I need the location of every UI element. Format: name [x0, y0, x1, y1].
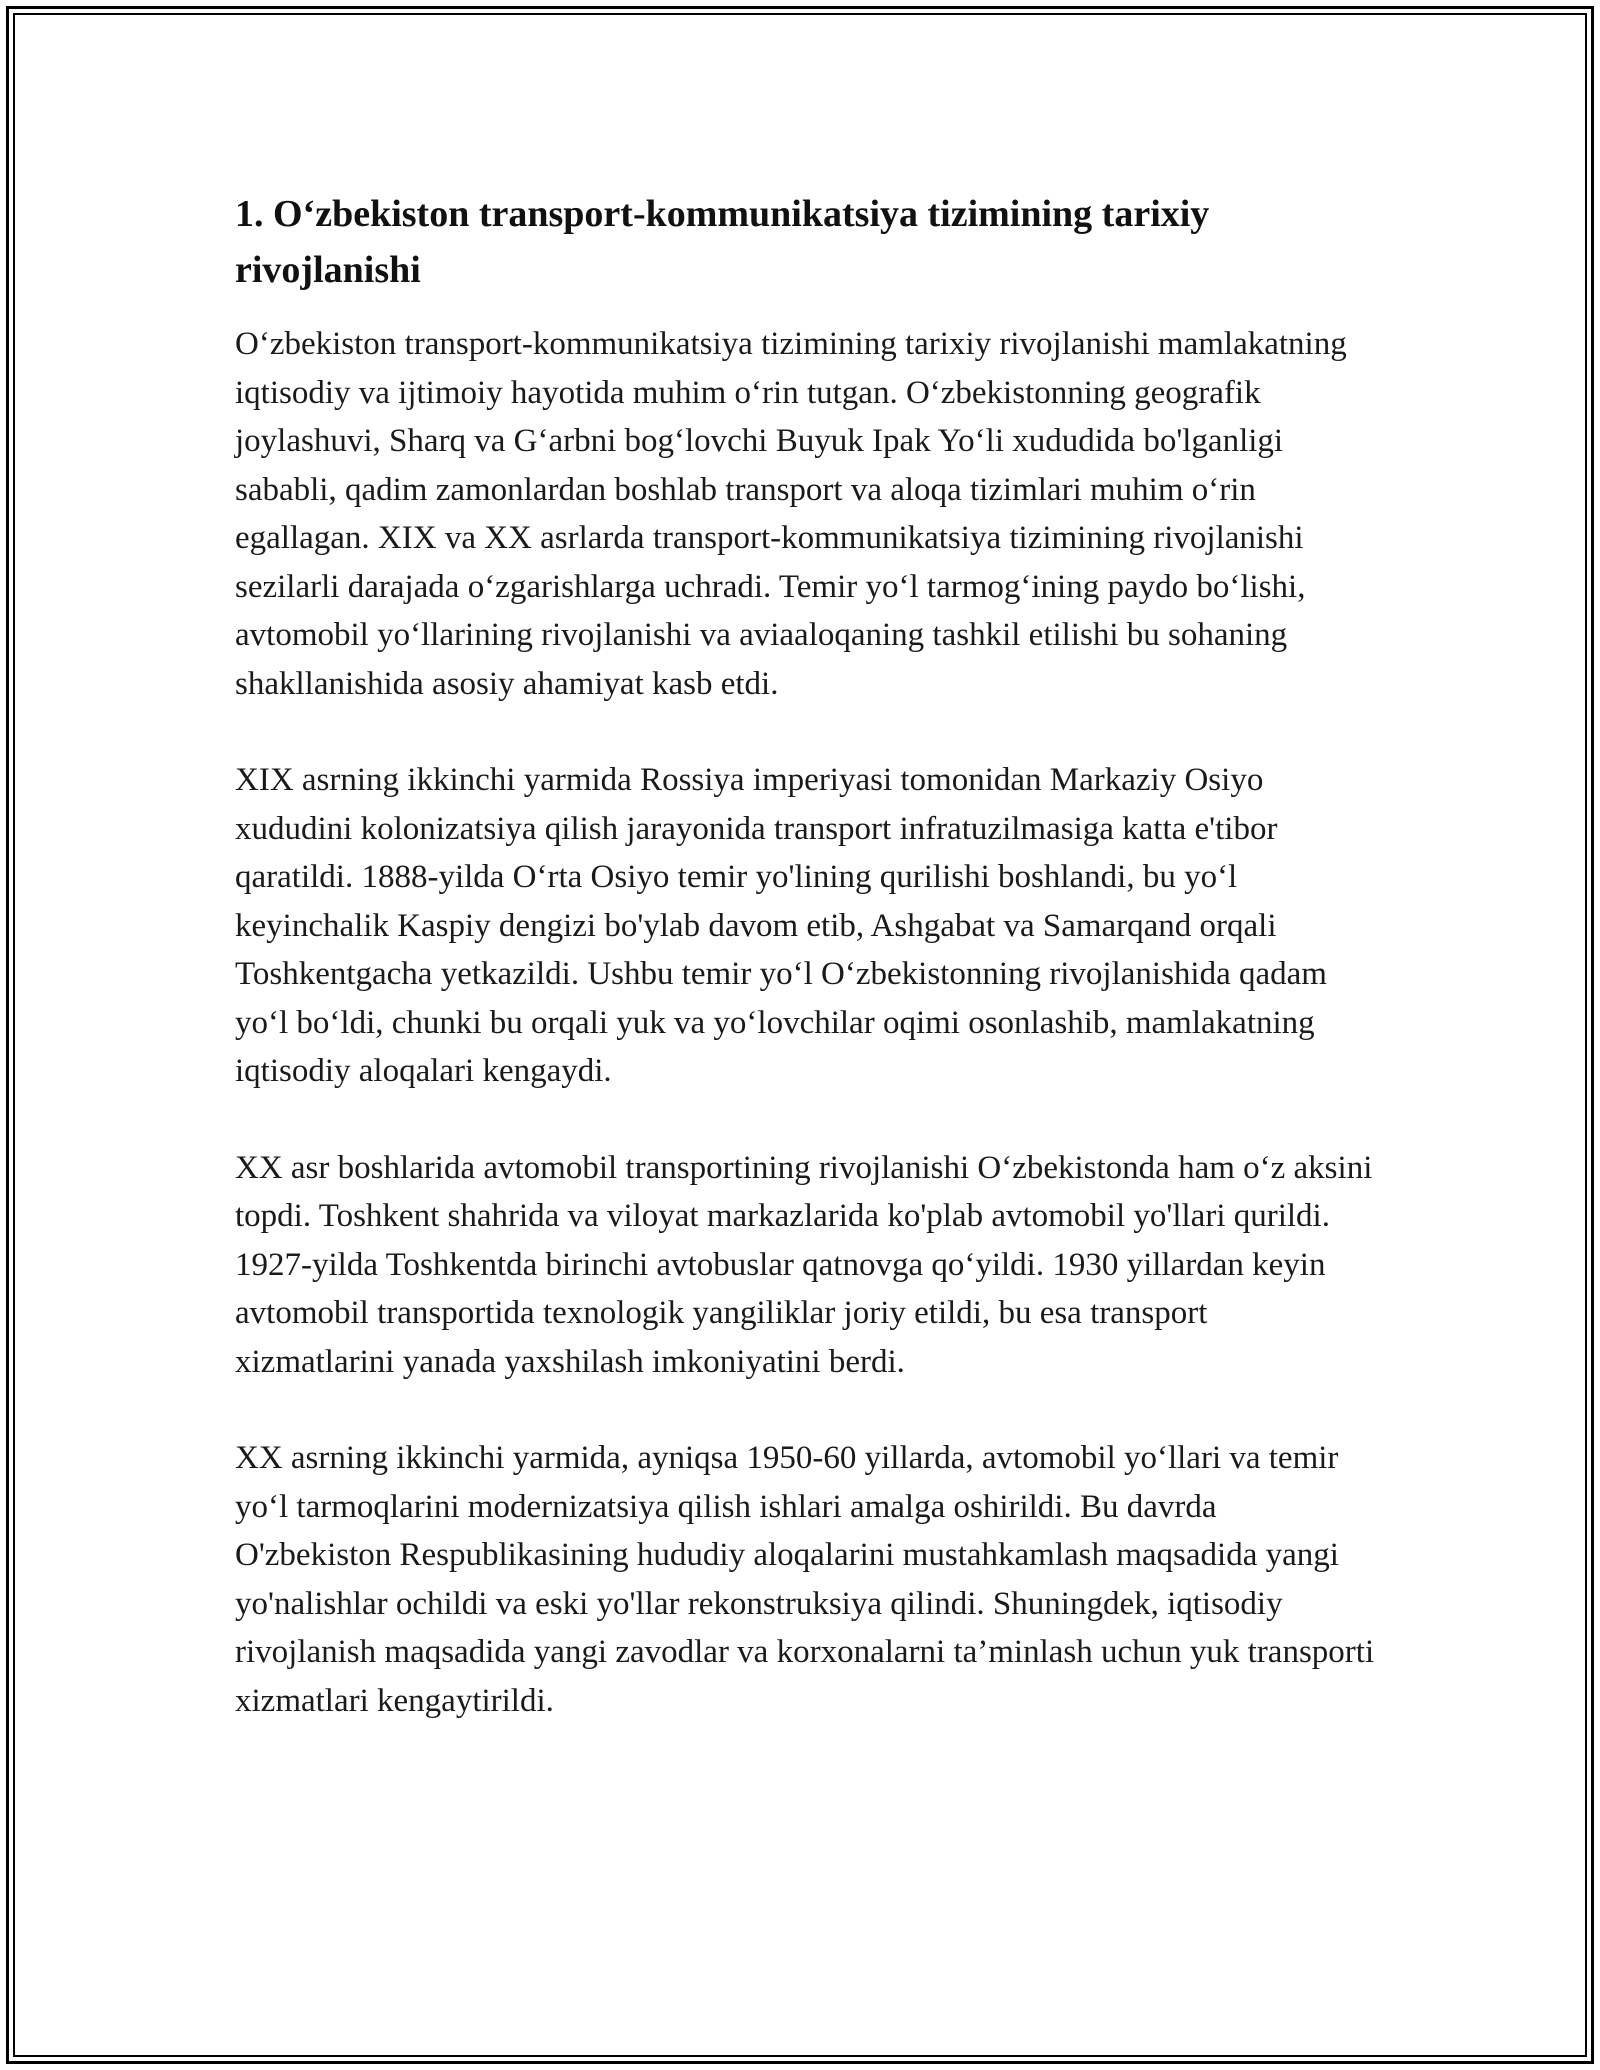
document-body	[235, 186, 1375, 1773]
section-heading: 1. O‘zbekiston transport-kommunikatsiya tizimining tarixiy rivojlanishi	[235, 193, 1210, 291]
paragraph-3: XX asr boshlarida avtomobil transportining rivojlanishi O‘zbekistonda ham o‘z aksini topdi. Toshkent shahrida va viloyat markazlarida ko'plab avtomobil yo'llari qurildi. 1927-yilda Toshkentda birinchi avtobuslar qatnovga qo‘yildi. 1930 yillardan keyin avtomobil transportida texnologik yangiliklar joriy etildi, bu esa transport xizmatlarini yanada yaxshilash imkoniyatini berdi.	[235, 1149, 1373, 1380]
paragraph-2: XIX asrning ikkinchi yarmida Rossiya imperiyasi tomonidan Markaziy Osiyo xududini kolonizatsiya qilish jarayonida transport infratuzilmasiga katta e'tibor qaratildi. 1888-yilda O‘rta Osiyo temir yo'lining qurilishi boshlandi, bu yo‘l keyinchalik Kaspiy dengizi bo'ylab davom etib, Ashgabat va Samarqand orqali Toshkentgacha yetkazildi. Ushbu temir yo‘l O‘zbekistonning rivojlanishida qadam yo‘l bo‘ldi, chunki bu orqali yuk va yo‘lovchilar oqimi osonlashib, mamlakatning iqtisodiy aloqalari kengaydi.	[235, 762, 1327, 1089]
paragraph-1: O‘zbekiston transport-kommunikatsiya tizimining tarixiy rivojlanishi mamlakatning iqtisodiy va ijtimoiy hayotida muhim o‘rin tutgan. O‘zbekistonning geografik joylashuvi, Sharq va G‘arbni bog‘lovchi Buyuk Ipak Yo‘li xududida bo'lganligi sababli, qadim zamonlardan boshlab transport va aloqa tizimlari muhim o‘rin egallagan. XIX va XX asrlarda transport-kommunikatsiya tizimining rivojlanishi sezilarli darajada o‘zgarishlarga uchradi. Temir yo‘l tarmog‘ining paydo bo‘lishi, avtomobil yo‘llarining rivojlanishi va aviaaloqaning tashkil etilishi bu sohaning shakllanishida asosiy ahamiyat kasb etdi.	[235, 326, 1347, 702]
paragraph-4: XX asrning ikkinchi yarmida, ayniqsa 1950-60 yillarda, avtomobil yo‘llari va temir yo‘l tarmoqlarini modernizatsiya qilish ishlari amalga oshirildi. Bu davrda O'zbekiston Respublikasining hududiy aloqalarini mustahkamlash maqsadida yangi yo'nalishlar ochildi va eski yo'llar rekonstruksiya qilindi. Shuningdek, iqtisodiy rivojlanish maqsadida yangi zavodlar va korxonalarni ta’minlash uchun yuk transporti xizmatlari kengaytirildi.	[235, 1440, 1375, 1719]
